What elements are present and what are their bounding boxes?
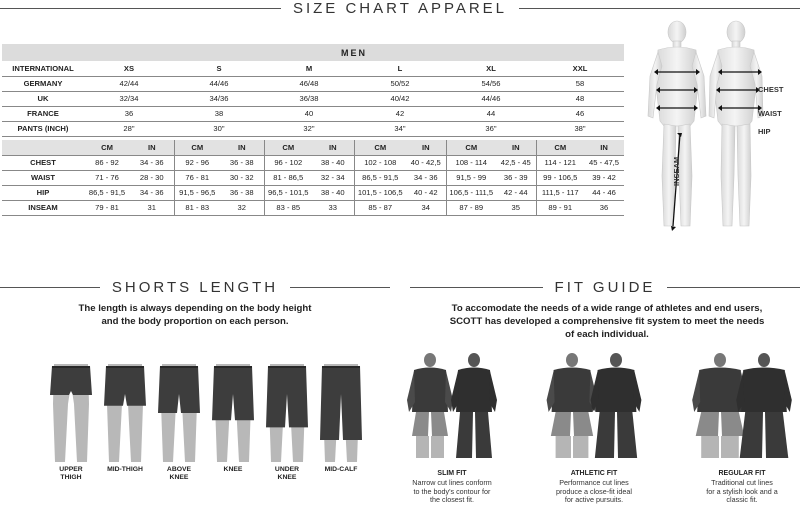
- conversion-row: [2, 76, 624, 91]
- size-cell: S: [174, 61, 264, 76]
- measurement-cell: 89 - 91: [536, 200, 584, 215]
- fit-description-line: classic fit.: [726, 495, 758, 505]
- size-cell: 46: [536, 106, 624, 121]
- unit-cm: CM: [536, 140, 584, 155]
- measurement-cell: 34: [406, 200, 446, 215]
- row-label: HIP: [2, 185, 84, 200]
- measurement-cell: 101,5 - 106,5: [354, 185, 406, 200]
- measurement-cell: 36: [584, 200, 624, 215]
- measurement-cell: 42,5 - 45: [496, 155, 536, 170]
- row-label: PANTS (INCH): [2, 121, 84, 136]
- size-cell: XL: [446, 61, 536, 76]
- size-cell: 44/46: [446, 91, 536, 106]
- fit-description-line: To accomodate the needs of a wide range of athletes and end users,: [451, 303, 763, 314]
- size-cell: 34/36: [174, 91, 264, 106]
- shorts-length-label: [257, 466, 317, 482]
- shorts-figure: [206, 364, 260, 464]
- shorts-description: [40, 302, 350, 328]
- conversion-row: [2, 91, 624, 106]
- fit-title: SLIM FIT: [437, 470, 467, 477]
- waist-label: WAIST: [758, 109, 782, 118]
- conversion-row: [2, 106, 624, 121]
- measurement-cell: 38 - 40: [312, 155, 354, 170]
- measurement-cell: 32: [220, 200, 264, 215]
- measurement-cell: 106,5 - 111,5: [446, 185, 496, 200]
- shorts-label-line: UNDER: [274, 466, 300, 473]
- measurement-cell: 34 - 36: [130, 155, 174, 170]
- shorts-figure: [314, 364, 368, 464]
- size-cell: 46/48: [264, 76, 354, 91]
- size-cell: 50/52: [354, 76, 446, 91]
- size-cell: 40: [264, 106, 354, 121]
- unit-cm: CM: [446, 140, 496, 155]
- size-cell: 42/44: [84, 76, 174, 91]
- measurement-cell: 96,5 - 101,5: [264, 185, 312, 200]
- shorts-length-label: [41, 466, 101, 482]
- fit-figure: [544, 352, 644, 460]
- fit-description-line: of each individual.: [565, 329, 649, 340]
- size-cell: 36": [446, 121, 536, 136]
- measurement-cell: 31: [130, 200, 174, 215]
- measurement-cell: 96 - 102: [264, 155, 312, 170]
- unit-cm: CM: [174, 140, 220, 155]
- measurement-cell: 34 - 36: [130, 185, 174, 200]
- unit-in: IN: [496, 140, 536, 155]
- size-cell: 32": [264, 121, 354, 136]
- measurement-row: [2, 185, 624, 200]
- measurement-cell: 81 - 83: [174, 200, 220, 215]
- unit-in: IN: [406, 140, 446, 155]
- measurement-cell: 83 - 85: [264, 200, 312, 215]
- title-rule-left: [0, 8, 281, 9]
- measurement-cell: 39 - 42: [584, 170, 624, 185]
- shorts-length-title-text: SHORTS LENGTH: [111, 278, 279, 296]
- measurement-row: [2, 155, 624, 170]
- fit-guide-title-text: FIT GUIDE: [554, 278, 656, 296]
- fit-silhouette-icon: [544, 352, 644, 460]
- shorts-label-line: KNEE: [169, 474, 189, 481]
- shorts-leg-icon: [152, 364, 206, 464]
- measurement-cell: 79 - 81: [84, 200, 130, 215]
- fit-description-line: Narrow cut lines conform: [412, 478, 492, 487]
- fit-description-line: for active pursuits.: [564, 495, 624, 505]
- measurement-cell: 40 - 42: [406, 185, 446, 200]
- size-chart-title-text: SIZE CHART APPAREL: [292, 0, 508, 17]
- shorts-label-line: KNEE: [223, 466, 243, 473]
- shorts-length-label: [311, 466, 371, 474]
- shorts-length-label: [95, 466, 155, 474]
- size-cell: 28": [84, 121, 174, 136]
- mannequin-illustration: [640, 16, 800, 238]
- measurement-cell: 36 - 38: [220, 185, 264, 200]
- row-label: INTERNATIONAL: [2, 61, 84, 76]
- row-label: GERMANY: [2, 76, 84, 91]
- chest-label: CHEST: [758, 85, 784, 94]
- measurement-cell: 28 - 30: [130, 170, 174, 185]
- shorts-label-line: MID-THIGH: [107, 466, 143, 473]
- fit-description-line: produce a close-fit ideal: [556, 486, 632, 496]
- unit-cm: CM: [264, 140, 312, 155]
- size-cell: M: [264, 61, 354, 76]
- measurement-cell: 102 - 108: [354, 155, 406, 170]
- fit-guide-description: [412, 302, 800, 341]
- size-chart-title: [0, 0, 800, 16]
- size-cell: 34": [354, 121, 446, 136]
- size-cell: XS: [84, 61, 174, 76]
- measurement-cell: 86,5 - 91,5: [84, 185, 130, 200]
- fit-description-line: Performance cut lines: [559, 478, 629, 487]
- shorts-label-line: ABOVE: [166, 466, 192, 473]
- measurement-cell: 45 - 47,5: [584, 155, 624, 170]
- unit-in: IN: [584, 140, 624, 155]
- measurement-cell: 92 - 96: [174, 155, 220, 170]
- fit-description-line: to the body's contour for: [413, 486, 491, 496]
- shorts-description-line: and the body proportion on each person.: [101, 316, 289, 327]
- shorts-figure: [152, 364, 206, 464]
- shorts-figure: [260, 364, 314, 464]
- size-cell: 38": [536, 121, 624, 136]
- measurement-cell: 114 - 121: [536, 155, 584, 170]
- measurement-cell: 36 - 38: [220, 155, 264, 170]
- measurement-cell: 85 - 87: [354, 200, 406, 215]
- row-label: UK: [2, 91, 84, 106]
- fit-figure: [402, 352, 502, 460]
- shorts-label-line: MID-CALF: [324, 466, 358, 473]
- shorts-label-line: THIGH: [60, 474, 82, 481]
- size-cell: 48: [536, 91, 624, 106]
- fit-title: ATHLETIC FIT: [570, 470, 618, 477]
- units-row: [2, 140, 624, 155]
- unit-in: IN: [312, 140, 354, 155]
- fit-description: [534, 479, 654, 505]
- conversion-row: [2, 61, 624, 76]
- fit-description-line: for a stylish look and a: [706, 486, 778, 496]
- shorts-length-title: [0, 278, 390, 296]
- measurement-cell: 87 - 89: [446, 200, 496, 215]
- measurement-cell: 86 - 92: [84, 155, 130, 170]
- title-rule-left: [0, 287, 100, 288]
- fit-silhouette-icon: [402, 352, 502, 460]
- size-cell: 36: [84, 106, 174, 121]
- size-cell: 54/56: [446, 76, 536, 91]
- size-cell: 44/46: [174, 76, 264, 91]
- row-label: INSEAM: [2, 200, 84, 215]
- unit-cm: CM: [84, 140, 130, 155]
- shorts-leg-icon: [260, 364, 314, 464]
- measurement-cell: 40 - 42,5: [406, 155, 446, 170]
- measurement-row: [2, 170, 624, 185]
- fit-silhouette-icon: [692, 352, 792, 460]
- measurement-cell: 34 - 36: [406, 170, 446, 185]
- measurement-cell: 42 - 44: [496, 185, 536, 200]
- measurement-cell: 111,5 - 117: [536, 185, 584, 200]
- measurement-cell: 81 - 86,5: [264, 170, 312, 185]
- shorts-figure: [98, 364, 152, 464]
- mannequin-front: [648, 21, 706, 226]
- measurement-cell: 76 - 81: [174, 170, 220, 185]
- title-rule-left: [410, 287, 543, 288]
- empty-cell: [2, 44, 84, 61]
- measurement-cell: 99 - 106,5: [536, 170, 584, 185]
- empty-cell: [2, 140, 84, 155]
- fit-description: [682, 479, 800, 505]
- mannequin-side: [709, 21, 763, 226]
- fit-title: REGULAR FIT: [718, 470, 766, 477]
- title-rule-right: [290, 287, 390, 288]
- fit-figure: [692, 352, 792, 460]
- row-label: WAIST: [2, 170, 84, 185]
- hip-label: HIP: [758, 127, 771, 136]
- size-cell: 40/42: [354, 91, 446, 106]
- shorts-leg-icon: [206, 364, 260, 464]
- inseam-label: INSEAM: [672, 156, 681, 186]
- measurement-cell: 91,5 - 99: [446, 170, 496, 185]
- size-cell: 36/38: [264, 91, 354, 106]
- size-chart-table: [2, 44, 624, 216]
- unit-cm: CM: [354, 140, 406, 155]
- men-heading: MEN: [84, 44, 624, 61]
- size-cell: 58: [536, 76, 624, 91]
- shorts-leg-icon: [44, 364, 98, 464]
- size-cell: 38: [174, 106, 264, 121]
- shorts-leg-icon: [314, 364, 368, 464]
- measurement-cell: 36 - 39: [496, 170, 536, 185]
- row-label: FRANCE: [2, 106, 84, 121]
- fit-description-line: the closest fit.: [430, 495, 474, 505]
- size-cell: 30": [174, 121, 264, 136]
- size-cell: 32/34: [84, 91, 174, 106]
- fit-guide-title: [410, 278, 800, 296]
- unit-in: IN: [220, 140, 264, 155]
- fit-description-line: Traditional cut lines: [711, 478, 773, 487]
- measurement-cell: 86,5 - 91,5: [354, 170, 406, 185]
- shorts-length-label: [149, 466, 209, 482]
- fit-description: [392, 479, 512, 505]
- unit-in: IN: [130, 140, 174, 155]
- size-cell: L: [354, 61, 446, 76]
- measurement-cell: 108 - 114: [446, 155, 496, 170]
- shorts-description-line: The length is always depending on the body height: [78, 303, 312, 314]
- fit-description-line: SCOTT has developed a comprehensive fit system to meet the needs: [449, 316, 765, 327]
- size-cell: XXL: [536, 61, 624, 76]
- shorts-label-line: KNEE: [277, 474, 297, 481]
- measurement-cell: 33: [312, 200, 354, 215]
- title-rule-right: [667, 287, 800, 288]
- measurement-row: [2, 200, 624, 215]
- shorts-leg-icon: [98, 364, 152, 464]
- shorts-figure: [44, 364, 98, 464]
- measurement-cell: 71 - 76: [84, 170, 130, 185]
- size-cell: 42: [354, 106, 446, 121]
- measurement-cell: 32 - 34: [312, 170, 354, 185]
- measurement-cell: 30 - 32: [220, 170, 264, 185]
- size-cell: 44: [446, 106, 536, 121]
- measurement-cell: 38 - 40: [312, 185, 354, 200]
- measurement-cell: 44 - 46: [584, 185, 624, 200]
- shorts-label-line: UPPER: [59, 466, 83, 473]
- men-heading-row: [2, 44, 624, 61]
- mannequin-figures: [640, 16, 800, 238]
- measurement-cell: 91,5 - 96,5: [174, 185, 220, 200]
- row-label: CHEST: [2, 155, 84, 170]
- shorts-length-label: [203, 466, 263, 474]
- title-rule-right: [519, 8, 800, 9]
- measurement-cell: 35: [496, 200, 536, 215]
- conversion-row: [2, 121, 624, 136]
